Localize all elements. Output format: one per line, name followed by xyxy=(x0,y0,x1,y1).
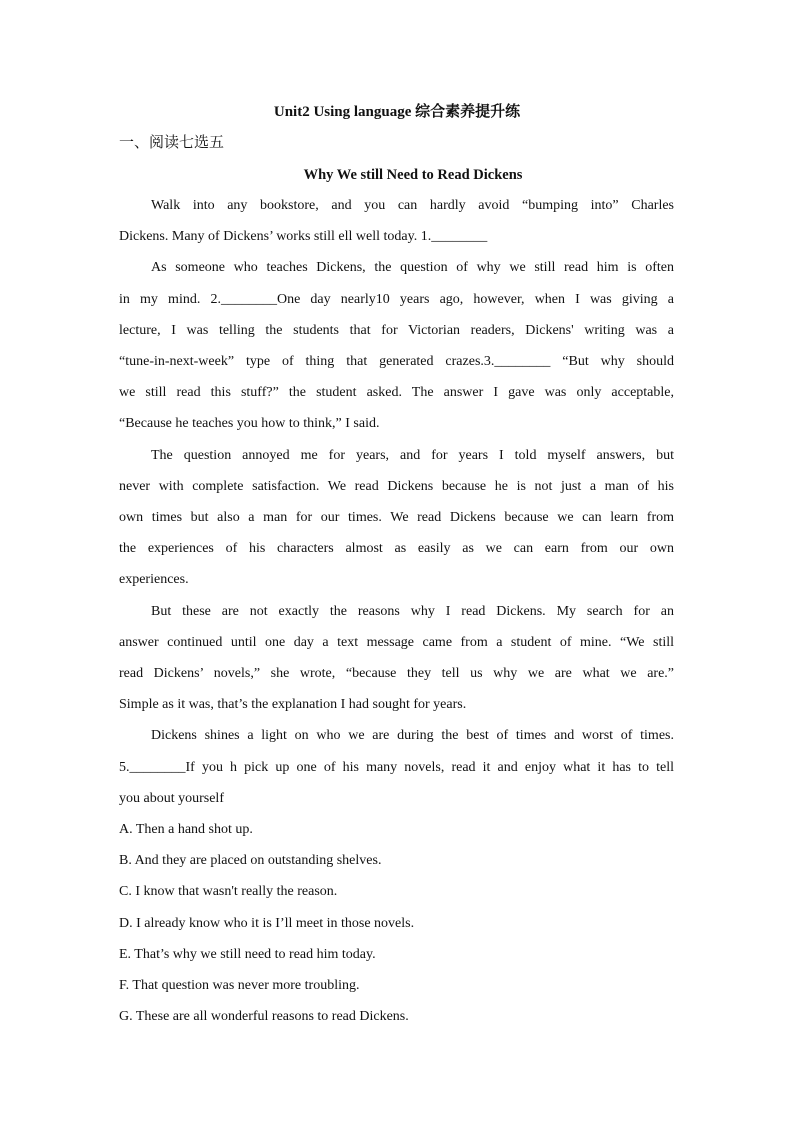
option-a: A. Then a hand shot up. xyxy=(119,822,253,837)
article-line: read Dickens’ novels,” she wrote, “because they tell us why we are what we are.” xyxy=(119,666,674,681)
article-line: Walk into any bookstore, and you can hardly avoid “bumping into” Charles xyxy=(151,198,674,213)
document-title: Unit2 Using language 综合素养提升练 xyxy=(273,104,521,120)
option-b: B. And they are placed on outstanding shelves. xyxy=(119,853,382,868)
article-line: But these are not exactly the reasons why I read Dickens. My search for an xyxy=(151,604,674,619)
option-f: F. That question was never more troubling. xyxy=(119,978,360,993)
article-title: Why We still Need to Read Dickens xyxy=(303,167,523,183)
article-line: 5.________If you h pick up one of his many novels, read it and enjoy what it has to tell xyxy=(119,760,674,775)
article-line: never with complete satisfaction. We read Dickens because he is not just a man of his xyxy=(119,479,674,494)
article-line: “tune-in-next-week” type of thing that generated crazes.3.________ “But why should xyxy=(119,354,674,369)
article-line: Dickens shines a light on who we are during the best of times and worst of times. xyxy=(151,728,674,743)
option-g: G. These are all wonderful reasons to read Dickens. xyxy=(119,1009,409,1024)
option-d: D. I already know who it is I’ll meet in those novels. xyxy=(119,916,415,931)
article-line: answer continued until one day a text message came from a student of mine. “We still xyxy=(119,635,674,650)
article-line: The question annoyed me for years, and for years I told myself answers, but xyxy=(151,448,674,463)
article-line: the experiences of his characters almost as easily as we can earn from our own xyxy=(119,541,674,556)
option-e: E. That’s why we still need to read him today. xyxy=(119,947,376,962)
article-line: own times but also a man for our times. We read Dickens because we can learn from xyxy=(119,510,674,525)
article-line: we still read this stuff?” the student asked. The answer I gave was only acceptable, xyxy=(119,385,674,400)
article-line: experiences. xyxy=(119,572,189,587)
article-line: “Because he teaches you how to think,” I said. xyxy=(119,416,380,431)
article-line: Simple as it was, that’s the explanation I had sought for years. xyxy=(119,697,467,712)
option-c: C. I know that wasn't really the reason. xyxy=(119,884,338,899)
article-line: As someone who teaches Dickens, the question of why we still read him is often xyxy=(151,260,674,275)
article-line: Dickens. Many of Dickens’ works still ell well today. 1.________ xyxy=(119,229,488,244)
article-line: in my mind. 2.________One day nearly10 years ago, however, when I was giving a xyxy=(119,292,674,307)
article-line: lecture, I was telling the students that for Victorian readers, Dickens' writing was a xyxy=(119,323,674,338)
article-line: you about yourself xyxy=(119,791,224,806)
section-heading: 一、阅读七选五 xyxy=(119,135,225,151)
